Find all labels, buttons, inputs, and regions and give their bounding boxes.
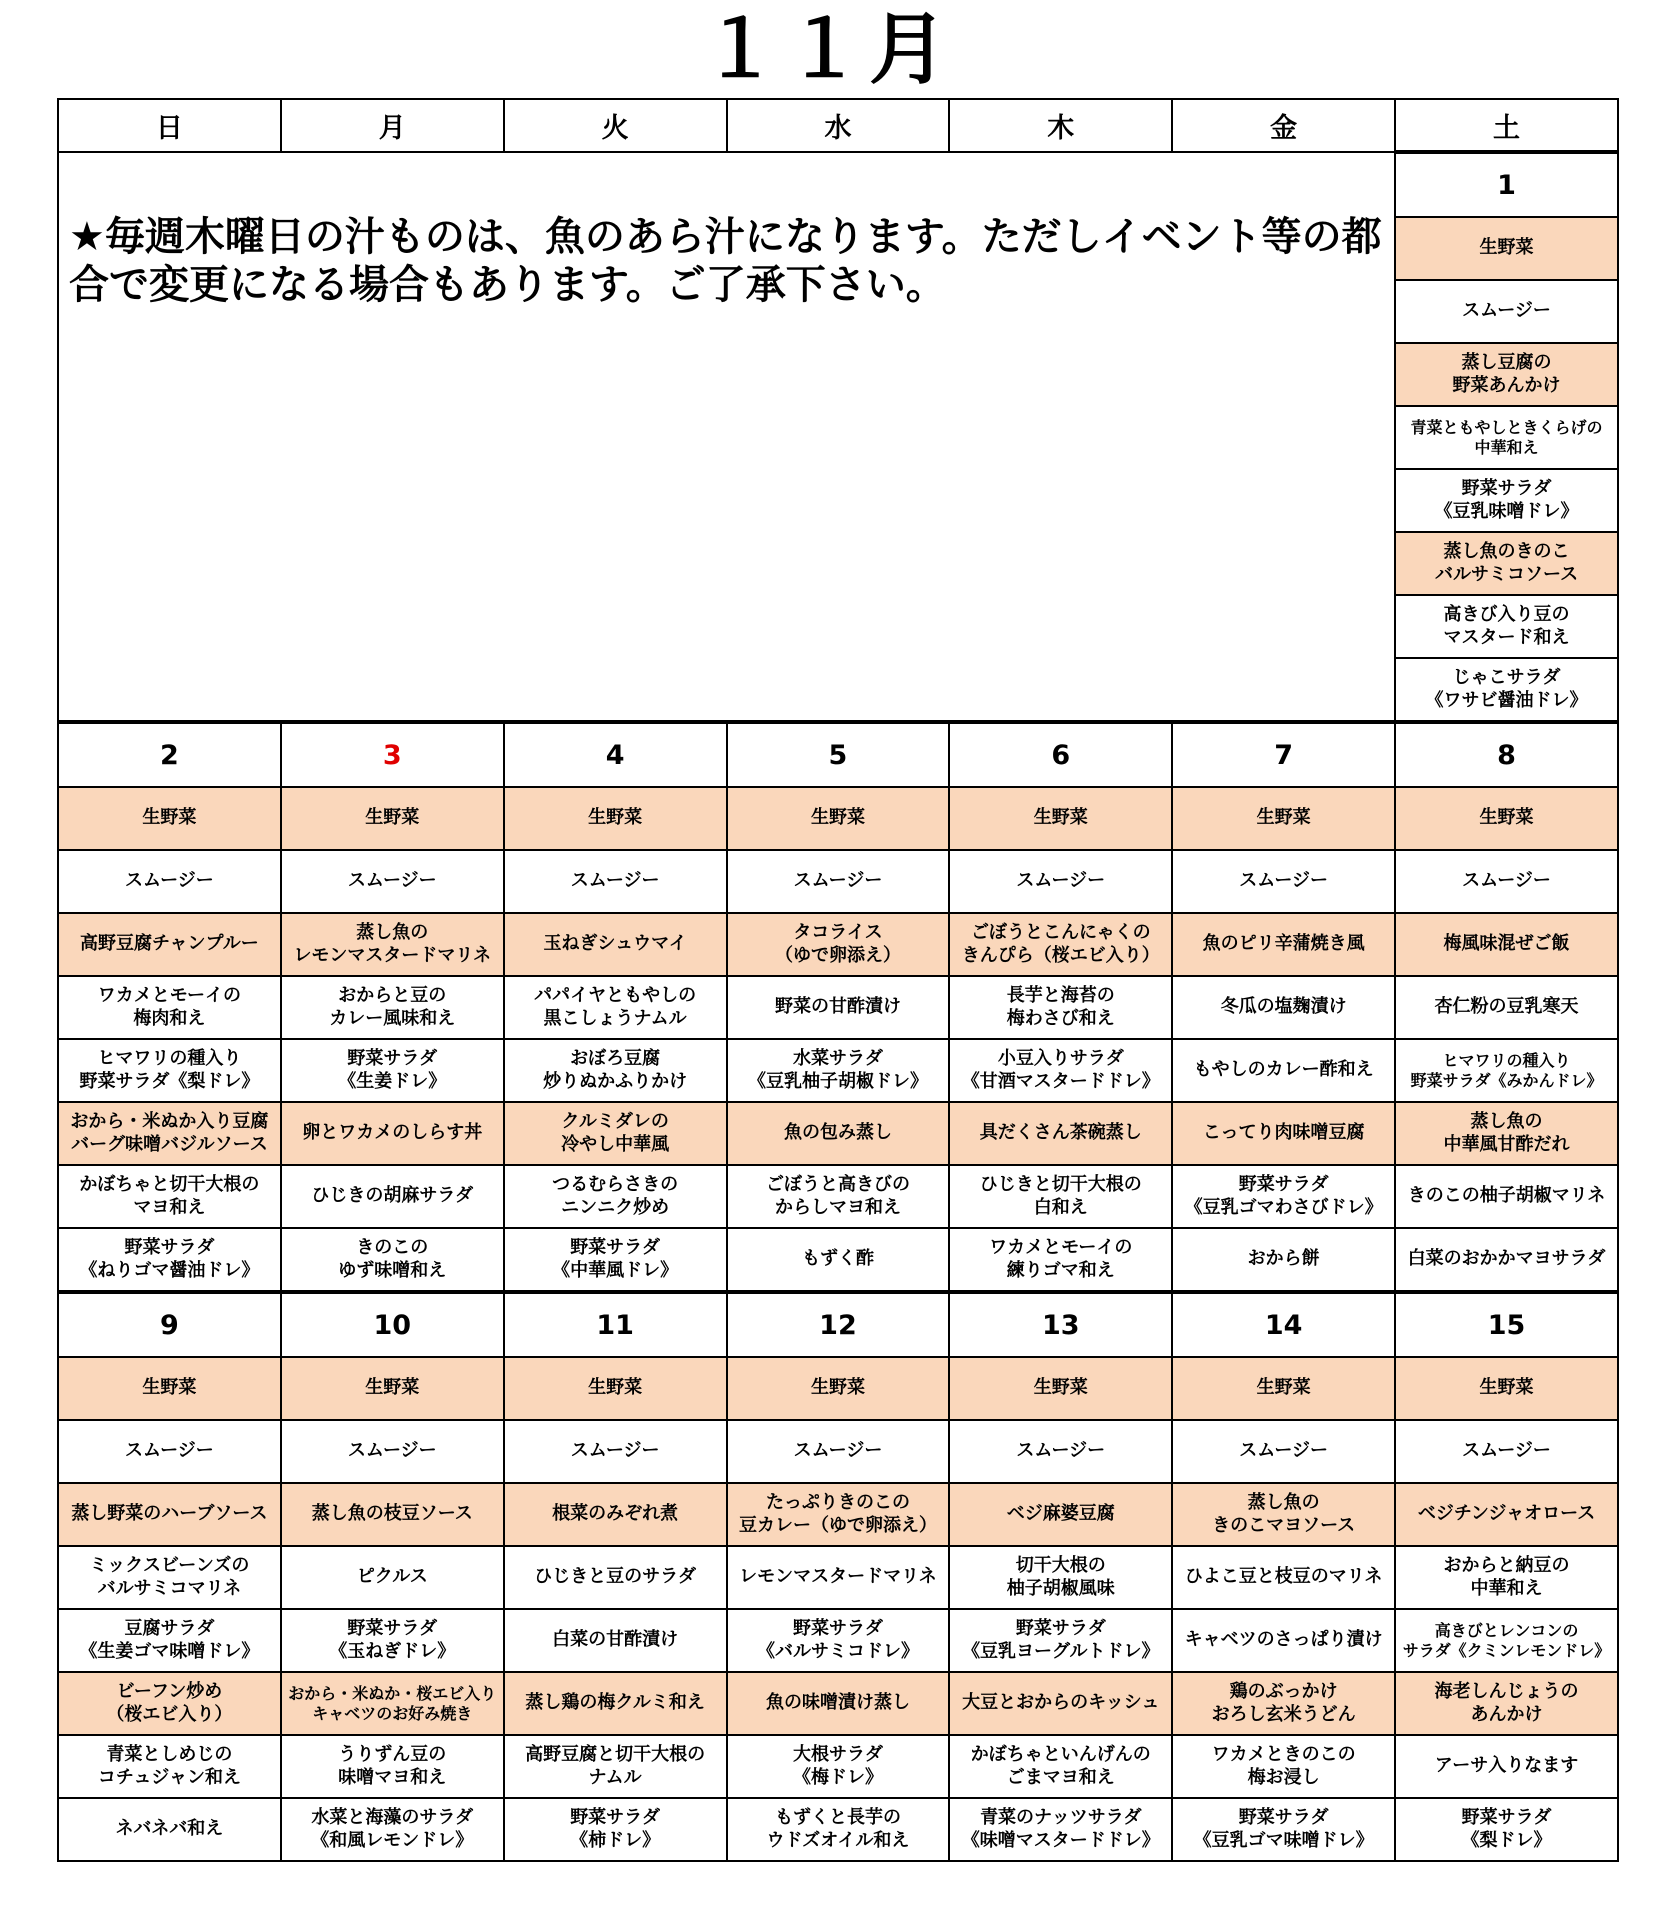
menu-item: ピクルス — [281, 1546, 504, 1609]
menu-item: 野菜サラダ 《ねりゴマ醤油ドレ》 — [58, 1228, 281, 1292]
menu-item: 高野豆腐チャンプルー — [58, 913, 281, 976]
day-number: 10 — [281, 1292, 504, 1357]
menu-item: 水菜サラダ 《豆乳柚子胡椒ドレ》 — [727, 1039, 950, 1102]
menu-item: ビーフン炒め （桜エビ入り） — [58, 1672, 281, 1735]
menu-item: 蒸し魚の レモンマスタードマリネ — [281, 913, 504, 976]
week3-day-row — [58, 1292, 1618, 1357]
menu-item: おから餅 — [1172, 1228, 1395, 1292]
menu-item: スムージー — [949, 850, 1172, 913]
menu-item: 杏仁粉の豆乳寒天 — [1395, 976, 1618, 1039]
menu-item: スムージー — [1395, 850, 1618, 913]
menu-item: たっぷりきのこの 豆カレー（ゆで卵添え） — [727, 1483, 950, 1546]
menu-item: ベジ麻婆豆腐 — [949, 1483, 1172, 1546]
day-number: 4 — [504, 722, 727, 787]
weekday-sun: 日 — [58, 99, 281, 152]
menu-item: 生野菜 — [949, 787, 1172, 850]
menu-item: 小豆入りサラダ 《甘酒マスタードドレ》 — [949, 1039, 1172, 1102]
weekday-mon: 月 — [281, 99, 504, 152]
menu-item: 高きびとレンコンの サラダ《クミンレモンドレ》 — [1395, 1609, 1618, 1672]
menu-item: スムージー — [281, 1420, 504, 1483]
menu-item: スムージー — [1172, 1420, 1395, 1483]
menu-item: スムージー — [281, 850, 504, 913]
menu-item: 野菜サラダ 《豆乳ゴマ味噌ドレ》 — [1172, 1798, 1395, 1861]
menu-item: 生野菜 — [1172, 1357, 1395, 1420]
menu-item: 生野菜 — [1172, 787, 1395, 850]
day-number: 9 — [58, 1292, 281, 1357]
menu-item: アーサ入りなます — [1395, 1735, 1618, 1798]
weekday-sat: 土 — [1395, 99, 1618, 152]
menu-item: ひじきの胡麻サラダ — [281, 1165, 504, 1228]
menu-item: 生野菜 — [1395, 787, 1618, 850]
day-number: 15 — [1395, 1292, 1618, 1357]
menu-item: ミックスビーンズの バルサミコマリネ — [58, 1546, 281, 1609]
page-title: １１月 — [700, 5, 953, 95]
week2-menu-row — [58, 1102, 1618, 1165]
menu-item: 生野菜 — [1395, 217, 1618, 280]
menu-item: ひよこ豆と枝豆のマリネ — [1172, 1546, 1395, 1609]
menu-item: 生野菜 — [949, 1357, 1172, 1420]
menu-item: 生野菜 — [1395, 1357, 1618, 1420]
menu-item: 蒸し魚の きのこマヨソース — [1172, 1483, 1395, 1546]
menu-item: 魚の包み蒸し — [727, 1102, 950, 1165]
menu-item: ネバネバ和え — [58, 1798, 281, 1861]
menu-item: ひじきと豆のサラダ — [504, 1546, 727, 1609]
week2-menu-row — [58, 1165, 1618, 1228]
menu-item: 根菜のみぞれ煮 — [504, 1483, 727, 1546]
day-number: 1 — [1395, 152, 1618, 217]
menu-item: 野菜サラダ 《生姜ドレ》 — [281, 1039, 504, 1102]
week2-menu-row — [58, 913, 1618, 976]
week3-menu-row — [58, 1609, 1618, 1672]
menu-item: 切干大根の 柚子胡椒風味 — [949, 1546, 1172, 1609]
menu-item: 蒸し野菜のハーブソース — [58, 1483, 281, 1546]
menu-item: 玉ねぎシュウマイ — [504, 913, 727, 976]
menu-item: レモンマスタードマリネ — [727, 1546, 950, 1609]
week2-menu-row — [58, 1039, 1618, 1102]
menu-item: 生野菜 — [727, 1357, 950, 1420]
menu-item: 野菜サラダ 《豆乳ヨーグルトドレ》 — [949, 1609, 1172, 1672]
menu-item: 青菜ともやしときくらげの 中華和え — [1395, 406, 1618, 469]
notice-text: ★毎週木曜日の汁ものは、魚のあら汁になります。ただしイベント等の都合で変更になる場合もあります。ご了承下さい。 — [69, 214, 1382, 308]
week3-menu-row — [58, 1483, 1618, 1546]
day-number: 8 — [1395, 722, 1618, 787]
menu-item: 蒸し鶏の梅クルミ和え — [504, 1672, 727, 1735]
day-number: 6 — [949, 722, 1172, 787]
menu-item: ごぼうと高きびの からしマヨ和え — [727, 1165, 950, 1228]
menu-item: 生野菜 — [504, 1357, 727, 1420]
menu-item: スムージー — [727, 850, 950, 913]
menu-item: 大豆とおからのキッシュ — [949, 1672, 1172, 1735]
menu-item: 蒸し魚の枝豆ソース — [281, 1483, 504, 1546]
menu-item: 大根サラダ 《梅ドレ》 — [727, 1735, 950, 1798]
menu-item: 野菜サラダ 《バルサミコドレ》 — [727, 1609, 950, 1672]
menu-item: ひじきと切干大根の 白和え — [949, 1165, 1172, 1228]
menu-item: ワカメとモーイの 練りゴマ和え — [949, 1228, 1172, 1292]
week3-menu-row — [58, 1735, 1618, 1798]
week2-menu-row — [58, 787, 1618, 850]
menu-item: こってり肉味噌豆腐 — [1172, 1102, 1395, 1165]
menu-item: おから・米ぬか入り豆腐 バーグ味噌バジルソース — [58, 1102, 281, 1165]
menu-item: 生野菜 — [281, 1357, 504, 1420]
menu-item: 白菜のおかかマヨサラダ — [1395, 1228, 1618, 1292]
menu-item: 蒸し豆腐の 野菜あんかけ — [1395, 343, 1618, 406]
menu-item: 水菜と海藻のサラダ 《和風レモンドレ》 — [281, 1798, 504, 1861]
menu-item: 魚のピリ辛蒲焼き風 — [1172, 913, 1395, 976]
menu-item: スムージー — [949, 1420, 1172, 1483]
menu-calendar — [57, 98, 1619, 1862]
menu-item: 蒸し魚の 中華風甘酢だれ — [1395, 1102, 1618, 1165]
menu-item: じゃこサラダ 《ワサビ醤油ドレ》 — [1395, 658, 1618, 722]
menu-item: つるむらさきの ニンニク炒め — [504, 1165, 727, 1228]
week3-menu-row — [58, 1798, 1618, 1861]
weekday-tue: 火 — [504, 99, 727, 152]
day-number: 12 — [727, 1292, 950, 1357]
week3-menu-row — [58, 1420, 1618, 1483]
menu-item: 卵とワカメのしらす丼 — [281, 1102, 504, 1165]
menu-item: 野菜サラダ 《豆乳ゴマわさびドレ》 — [1172, 1165, 1395, 1228]
week3-menu-row — [58, 1546, 1618, 1609]
menu-item: 蒸し魚のきのこ バルサミコソース — [1395, 532, 1618, 595]
week2-day-row — [58, 722, 1618, 787]
menu-item: スムージー — [58, 1420, 281, 1483]
menu-item: 高野豆腐と切干大根の ナムル — [504, 1735, 727, 1798]
menu-item: 海老しんじょうの あんかけ — [1395, 1672, 1618, 1735]
menu-item: スムージー — [58, 850, 281, 913]
menu-item: 冬瓜の塩麹漬け — [1172, 976, 1395, 1039]
menu-item: 鶏のぶっかけ おろし玄米うどん — [1172, 1672, 1395, 1735]
menu-item: 青菜としめじの コチュジャン和え — [58, 1735, 281, 1798]
week3-menu-row — [58, 1672, 1618, 1735]
weekday-fri: 金 — [1172, 99, 1395, 152]
weekday-header-row — [58, 99, 1618, 152]
day-number: 7 — [1172, 722, 1395, 787]
menu-item: かぼちゃと切干大根の マヨ和え — [58, 1165, 281, 1228]
menu-item: ヒマワリの種入り 野菜サラダ《みかんドレ》 — [1395, 1039, 1618, 1102]
menu-item: スムージー — [1395, 1420, 1618, 1483]
notice-box — [58, 152, 1395, 722]
menu-item: ワカメときのこの 梅お浸し — [1172, 1735, 1395, 1798]
menu-item: 生野菜 — [281, 787, 504, 850]
menu-item: 野菜サラダ 《梨ドレ》 — [1395, 1798, 1618, 1861]
menu-item: 野菜の甘酢漬け — [727, 976, 950, 1039]
menu-item: かぼちゃといんげんの ごまマヨ和え — [949, 1735, 1172, 1798]
menu-item: きのこの ゆず味噌和え — [281, 1228, 504, 1292]
menu-item: 青菜のナッツサラダ 《味噌マスタードドレ》 — [949, 1798, 1172, 1861]
menu-item: スムージー — [727, 1420, 950, 1483]
menu-item: もやしのカレー酢和え — [1172, 1039, 1395, 1102]
menu-item: クルミダレの 冷やし中華風 — [504, 1102, 727, 1165]
week1-day-row — [58, 152, 1618, 217]
day-number: 5 — [727, 722, 950, 787]
week2-menu-row — [58, 850, 1618, 913]
menu-item: もずく酢 — [727, 1228, 950, 1292]
menu-item: スムージー — [1172, 850, 1395, 913]
menu-item: おからと豆の カレー風味和え — [281, 976, 504, 1039]
menu-item: 野菜サラダ 《中華風ドレ》 — [504, 1228, 727, 1292]
menu-item: 野菜サラダ 《豆乳味噌ドレ》 — [1395, 469, 1618, 532]
menu-item: 生野菜 — [58, 1357, 281, 1420]
menu-item: タコライス （ゆで卵添え） — [727, 913, 950, 976]
week2-menu-row — [58, 976, 1618, 1039]
day-number: 11 — [504, 1292, 727, 1357]
day-number: 13 — [949, 1292, 1172, 1357]
weekday-wed: 水 — [727, 99, 950, 152]
menu-item: 魚の味噌漬け蒸し — [727, 1672, 950, 1735]
menu-item: ワカメとモーイの 梅肉和え — [58, 976, 281, 1039]
weekday-thu: 木 — [949, 99, 1172, 152]
menu-item: もずくと長芋の ウドズオイル和え — [727, 1798, 950, 1861]
menu-item: スムージー — [1395, 280, 1618, 343]
menu-item: 高きび入り豆の マスタード和え — [1395, 595, 1618, 658]
menu-item: 生野菜 — [727, 787, 950, 850]
menu-item: 長芋と海苔の 梅わさび和え — [949, 976, 1172, 1039]
week2-menu-row — [58, 1228, 1618, 1292]
menu-item: スムージー — [504, 1420, 727, 1483]
menu-item: 生野菜 — [504, 787, 727, 850]
menu-item: 梅風味混ぜご飯 — [1395, 913, 1618, 976]
menu-item: おぼろ豆腐 炒りぬかふりかけ — [504, 1039, 727, 1102]
menu-item: キャベツのさっぱり漬け — [1172, 1609, 1395, 1672]
menu-item: 豆腐サラダ 《生姜ゴマ味噌ドレ》 — [58, 1609, 281, 1672]
week3-menu-row — [58, 1357, 1618, 1420]
menu-item: きのこの柚子胡椒マリネ — [1395, 1165, 1618, 1228]
menu-item: 白菜の甘酢漬け — [504, 1609, 727, 1672]
menu-item: 野菜サラダ 《玉ねぎドレ》 — [281, 1609, 504, 1672]
day-number: 14 — [1172, 1292, 1395, 1357]
menu-item: おからと納豆の 中華和え — [1395, 1546, 1618, 1609]
menu-item: ベジチンジャオロース — [1395, 1483, 1618, 1546]
menu-item: 具だくさん茶碗蒸し — [949, 1102, 1172, 1165]
menu-item: パパイヤともやしの 黒こしょうナムル — [504, 976, 727, 1039]
menu-item: 野菜サラダ 《柿ドレ》 — [504, 1798, 727, 1861]
menu-item: おから・米ぬか・桜エビ入り キャベツのお好み焼き — [281, 1672, 504, 1735]
menu-item: ごぼうとこんにゃくの きんぴら（桜エビ入り） — [949, 913, 1172, 976]
menu-item: ヒマワリの種入り 野菜サラダ《梨ドレ》 — [58, 1039, 281, 1102]
menu-item: 生野菜 — [58, 787, 281, 850]
menu-item: うりずん豆の 味噌マヨ和え — [281, 1735, 504, 1798]
day-number: 3 — [281, 722, 504, 787]
day-number: 2 — [58, 722, 281, 787]
menu-item: スムージー — [504, 850, 727, 913]
